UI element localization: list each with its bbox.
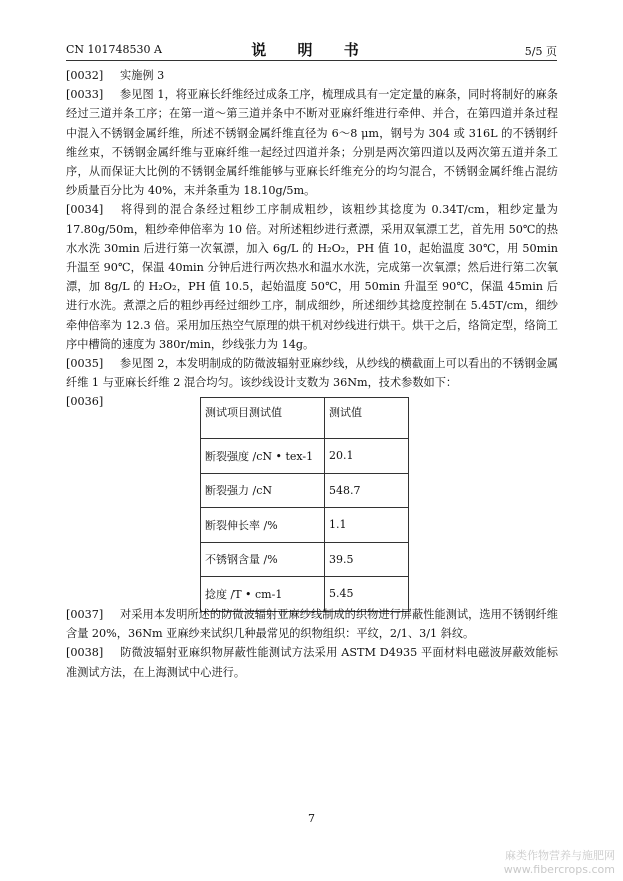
table-cell: 不锈钢含量 /% (201, 542, 325, 577)
watermark (504, 849, 615, 877)
table-row (201, 508, 409, 543)
paragraph-tag: [0034] (66, 203, 104, 217)
paragraph-0037 (66, 605, 558, 643)
table-header-cell: 测试项目测试值 (201, 398, 325, 439)
paragraph-text: 实施例 3 (120, 69, 165, 82)
table-cell: 捻度 /T • cm-1 (201, 577, 325, 612)
page-indicator: 5/5 页 (524, 45, 557, 58)
table-header-cell: 测试值 (325, 398, 409, 439)
paragraph-tag: [0037] (66, 608, 104, 621)
watermark-line: 麻类作物营养与施肥网 (505, 849, 615, 862)
paragraph-tag: [0033] (66, 88, 104, 102)
paragraph-tag: [0038] (66, 646, 104, 660)
paragraph-tag: [0036] (66, 395, 104, 409)
description-body-continued (66, 605, 558, 682)
paragraph-0034 (66, 200, 558, 354)
paragraph-text: 防微波辐射亚麻织物屏蔽性能测试方法采用 ASTM D4935 平面材料电磁波屏蔽效能标准测试方法，在上海测试中心进行。 (66, 646, 558, 679)
table-cell: 20.1 (325, 439, 409, 474)
paragraph-0038 (66, 643, 558, 681)
table-cell: 5.45 (325, 577, 409, 612)
paragraph-text: 参见图 1，将亚麻长纤维经过成条工序，梳理成具有一定定量的麻条，同时将制好的麻条经过三道并条工序；在第一道～第三道并条中不断对亚麻纤维进行牵伸、并合，在第四道并条过程中混入不锈钢金属纤维，所述不锈钢金属纤维直径为 6～8 μm，钢号为 304 或 316L 的不锈钢纤维丝束，不锈钢金属纤维与亚麻纤维一起经过四道并条；分别是两次第四道以及两次第五道并条工序，从而保证大比例的不锈钢金属纤维能够与亚麻长纤维充分的均匀混合，不锈钢金属纤维占混纺纱质量百分比为 40%，末并条重为 18.10g/5m。 (66, 88, 558, 198)
paragraph-tag: [0032] (66, 69, 104, 82)
table-cell: 断裂伸长率 /% (201, 508, 325, 543)
technical-parameters-table (200, 397, 409, 612)
document-title: 说 明 书 (251, 41, 372, 59)
table-row (201, 473, 409, 508)
table-cell: 1.1 (325, 508, 409, 543)
table-cell: 断裂强度 /cN • tex-1 (201, 439, 325, 474)
page-number: 7 (308, 812, 315, 825)
table-row (201, 542, 409, 577)
table-cell: 39.5 (325, 542, 409, 577)
header-rule (66, 60, 557, 61)
paragraph-tag: [0035] (66, 357, 104, 371)
paragraph-text: 参见图 2，本发明制成的防微波辐射亚麻纱线，从纱线的横截面上可以看出的不锈钢金属纤维 1 与亚麻长纤维 2 混合均匀。该纱线设计支数为 36Nm，技术参数如下： (66, 357, 558, 390)
table-cell: 548.7 (325, 473, 409, 508)
page-header (66, 40, 557, 60)
table-header-row (201, 398, 409, 439)
table-cell: 断裂强力 /cN (201, 473, 325, 508)
paragraph-0033 (66, 85, 558, 200)
paragraph-text: 将得到的混合条经过粗纱工序制成粗纱，该粗纱其捻度为 0.34T/cm，粗纱定量为 17.80g/50m，粗纱牵伸倍率为 10 倍。对所述粗纱进行煮漂，采用双氧漂工艺，首先用 50℃的热水水洗 30min 后进行第一次氧漂，加入 6g/L 的 H₂O₂，PH 值 10，起始温度 30℃，用 50min 升温至 90℃，保温 40min 分钟后进行两次热水和温水水洗，完成第一次氧漂；然后进行第二次氧漂，加 8g/L 的 H₂O₂，PH 值 10.5，起始温度 50℃，用 50min 升温至 90℃，保温 45min 后进行水洗。煮漂之后的粗纱再经过细纱工序，制成细纱，所述细纱其捻度控制在 5.45T/cm，细纱牵伸倍率为 12.3 倍。采用加压热空气原理的烘干机对纱线进行烘干。烘干之后，络筒定型，络筒工序中槽筒的速度为 380r/min，纱线张力为 14g。 (66, 203, 558, 351)
watermark-line: www.fibercrops.com (503, 863, 615, 876)
paragraph-0035 (66, 354, 558, 392)
table-row (201, 439, 409, 474)
paragraph-0032 (66, 66, 558, 85)
paragraph-text: 对采用本发明所述的防微波辐射亚麻纱线制成的织物进行屏蔽性能测试，选用不锈钢纤维含量 20%，36Nm 亚麻纱来试织几种最常见的织物组织：平纹，2/1、3/1 斜纹。 (66, 608, 558, 641)
description-body (66, 66, 558, 412)
patent-number: CN 101748530 A (66, 43, 162, 56)
